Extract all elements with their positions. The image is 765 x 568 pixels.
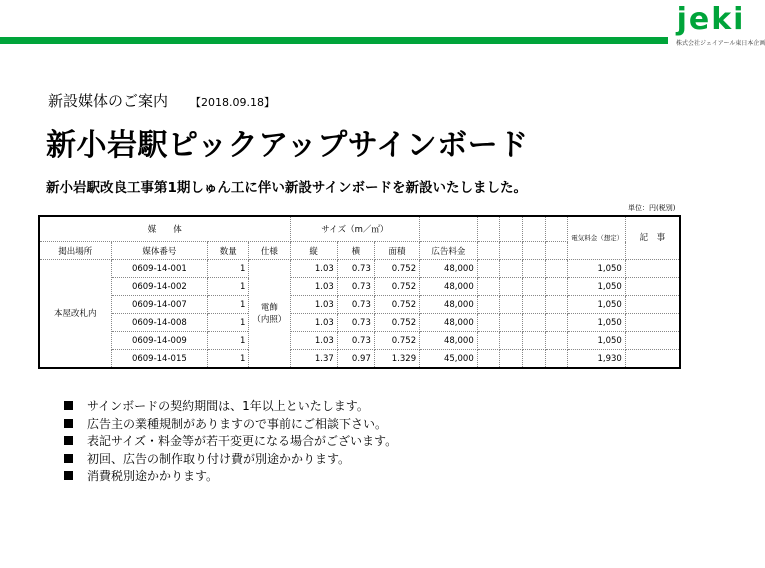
- notes-list: [64, 398, 397, 486]
- note-text: 消費税別途かかります。: [87, 469, 219, 483]
- spec-line-2: （内照）: [252, 314, 287, 325]
- page-description: 新小岩駅改良工事第1期しゅん工に伴い新設サインボードを新設いたしました。: [46, 180, 527, 196]
- remarks-cell: [625, 278, 680, 296]
- list-item: [64, 398, 397, 416]
- height-cell: 1.03: [290, 332, 337, 350]
- logo-wordmark: jeki: [676, 2, 746, 37]
- logo-company-name: 株式会社ジェイアール東日本企画: [676, 40, 765, 47]
- list-item: [64, 416, 397, 434]
- electric-fee-cell: 1,050: [568, 278, 626, 296]
- area-cell: 0.752: [374, 278, 419, 296]
- area-cell: 0.752: [374, 332, 419, 350]
- list-item: [64, 451, 397, 469]
- table-row: [39, 260, 680, 278]
- electric-fee-cell: 1,050: [568, 260, 626, 278]
- quantity-header: 数量: [208, 242, 249, 260]
- header-accent-bar: [0, 37, 668, 44]
- area-cell: 0.752: [374, 296, 419, 314]
- table-row: [39, 296, 680, 314]
- ad-fee-cell: 48,000: [420, 296, 478, 314]
- spec-line-1: 電飾: [260, 302, 278, 313]
- remarks-cell: [625, 314, 680, 332]
- location-header: 掲出場所: [39, 242, 111, 260]
- note-text: 初回、広告の制作取り付け費が別途かかります。: [87, 451, 351, 466]
- media-group-header: 媒 体: [39, 216, 290, 242]
- remarks-cell: [625, 332, 680, 350]
- ad-fee-cell: 48,000: [420, 332, 478, 350]
- list-item: [64, 433, 397, 451]
- electric-fee-cell: 1,050: [568, 332, 626, 350]
- height-cell: 1.03: [290, 260, 337, 278]
- square-bullet-icon: [64, 436, 73, 445]
- table-row: [39, 350, 680, 368]
- quantity-cell: 1: [208, 260, 249, 278]
- ad-fee-cell: 48,000: [420, 278, 478, 296]
- quantity-cell: 1: [208, 278, 249, 296]
- electric-fee-cell: 1,050: [568, 314, 626, 332]
- remarks-cell: [625, 260, 680, 278]
- media-no-cell: 0609-14-007: [111, 296, 208, 314]
- ad-fee-header: 広告料金: [420, 242, 478, 260]
- width-cell: 0.97: [337, 350, 374, 368]
- media-no-header: 媒体番号: [111, 242, 208, 260]
- height-cell: 1.03: [290, 296, 337, 314]
- unit-note: 単位：円(税別): [628, 204, 676, 212]
- list-item: [64, 468, 397, 486]
- size-group-header: サイズ（m／㎡）: [290, 216, 420, 242]
- note-text: サインボードの契約期間は、1年以上といたします。: [87, 399, 369, 413]
- area-header: 面積: [374, 242, 419, 260]
- square-bullet-icon: [64, 419, 73, 428]
- table-group-header: [39, 216, 680, 242]
- width-header: 横: [337, 242, 374, 260]
- table-row: [39, 278, 680, 296]
- electric-fee-header: 電気料金（想定）: [568, 216, 626, 260]
- note-text: 広告主の業種規制がありますので事前にご相談下さい。: [87, 416, 388, 431]
- media-price-table: [38, 215, 681, 369]
- location-cell: 本屋改札内: [39, 260, 111, 368]
- area-cell: 1.329: [374, 350, 419, 368]
- width-cell: 0.73: [337, 278, 374, 296]
- remarks-cell: [625, 350, 680, 368]
- width-cell: 0.73: [337, 332, 374, 350]
- media-no-cell: 0609-14-015: [111, 350, 208, 368]
- width-cell: 0.73: [337, 314, 374, 332]
- square-bullet-icon: [64, 471, 73, 480]
- quantity-cell: 1: [208, 350, 249, 368]
- remarks-header: 記 事: [625, 216, 680, 260]
- table-row: [39, 332, 680, 350]
- spec-header: 仕様: [249, 242, 290, 260]
- area-cell: 0.752: [374, 260, 419, 278]
- quantity-cell: 1: [208, 332, 249, 350]
- area-cell: 0.752: [374, 314, 419, 332]
- jeki-logo: [676, 2, 765, 52]
- ad-fee-cell: 48,000: [420, 260, 478, 278]
- square-bullet-icon: [64, 401, 73, 410]
- electric-fee-cell: 1,930: [568, 350, 626, 368]
- ad-fee-cell: 45,000: [420, 350, 478, 368]
- quantity-cell: 1: [208, 314, 249, 332]
- page-title: 新小岩駅ピックアップサインボード: [46, 128, 529, 163]
- width-cell: 0.73: [337, 260, 374, 278]
- media-no-cell: 0609-14-001: [111, 260, 208, 278]
- width-cell: 0.73: [337, 296, 374, 314]
- remarks-cell: [625, 296, 680, 314]
- media-no-cell: 0609-14-009: [111, 332, 208, 350]
- media-no-cell: 0609-14-008: [111, 314, 208, 332]
- table-row: [39, 314, 680, 332]
- height-cell: 1.03: [290, 314, 337, 332]
- note-text: 表記サイズ・料金等が若干変更になる場合がございます。: [87, 434, 398, 448]
- height-cell: 1.03: [290, 278, 337, 296]
- electric-fee-cell: 1,050: [568, 296, 626, 314]
- announcement-date: 【2018.09.18】: [190, 96, 275, 109]
- page-subtitle: [48, 90, 275, 111]
- ad-fee-cell: 48,000: [420, 314, 478, 332]
- subtitle-text: 新設媒体のご案内: [48, 92, 169, 110]
- height-header: 縦: [290, 242, 337, 260]
- spec-cell: [249, 260, 290, 368]
- square-bullet-icon: [64, 454, 73, 463]
- quantity-cell: 1: [208, 296, 249, 314]
- height-cell: 1.37: [290, 350, 337, 368]
- media-no-cell: 0609-14-002: [111, 278, 208, 296]
